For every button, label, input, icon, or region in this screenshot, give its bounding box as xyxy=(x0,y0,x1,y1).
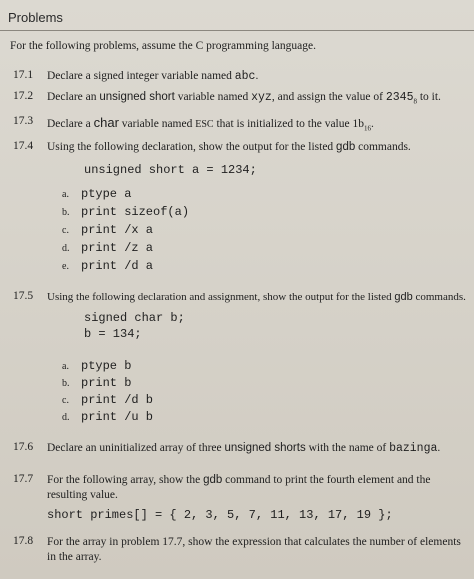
problem-number: 17.4 xyxy=(13,140,34,152)
gdb-command: print sizeof(a) xyxy=(81,205,190,219)
item-letter: d. xyxy=(62,243,70,254)
gdb-command: print /x a xyxy=(81,223,154,237)
problem-number: 17.7 xyxy=(13,473,34,485)
gdb-command: print b xyxy=(81,376,132,390)
gdb-command: ptype b xyxy=(81,359,132,373)
item-letter: a. xyxy=(62,189,69,200)
item-letter: d. xyxy=(62,412,70,423)
problem-17-7: For the following array, show the gdb command to print the fourth element and the resulting value. xyxy=(47,474,431,501)
problem-number: 17.8 xyxy=(13,535,34,547)
code-declaration: unsigned short a = 1234; xyxy=(84,163,257,177)
problem-number: 17.6 xyxy=(13,441,34,453)
item-letter: c. xyxy=(62,395,69,406)
code-array-declaration: short primes[] = { 2, 3, 5, 7, 11, 13, 17, 19 }; xyxy=(47,508,393,522)
problem-17-4: Using the following declaration, show the output for the listed gdb commands. xyxy=(47,141,411,153)
intro-text: For the following problems, assume the C programming language. xyxy=(10,40,316,52)
problem-17-1: Declare a signed integer variable named abc. xyxy=(47,70,259,83)
section-heading: Problems xyxy=(8,10,63,25)
problem-17-3: Declare a char variable named ESC that is initialized to the value $1b_{16}$. xyxy=(47,115,374,133)
item-letter: e. xyxy=(62,261,69,272)
problem-17-2: Declare an unsigned short variable named xyz, and assign the value of $2345_8$ to it. xyxy=(47,91,441,106)
item-letter: b. xyxy=(62,378,70,389)
heading-rule xyxy=(0,30,474,31)
problem-number: 17.3 xyxy=(13,115,34,127)
problem-17-8: For the array in problem 17.7, show the expression that calculates the number of elements in the array. xyxy=(47,536,461,563)
problem-17-5: Using the following declaration and assignment, show the output for the listed gdb commands. xyxy=(47,291,466,303)
gdb-command: print /u b xyxy=(81,410,154,424)
code-declaration: signed char b; xyxy=(84,311,185,325)
gdb-command: print /d a xyxy=(81,259,154,273)
item-letter: b. xyxy=(62,207,70,218)
gdb-command: print /d b xyxy=(81,393,154,407)
item-letter: c. xyxy=(62,225,69,236)
problem-17-6: Declare an uninitialized array of three unsigned shorts with the name of bazinga. xyxy=(47,442,441,455)
code-assignment: b = 134; xyxy=(84,327,142,341)
problem-number: 17.5 xyxy=(13,290,34,302)
problem-number: 17.1 xyxy=(13,69,34,81)
item-letter: a. xyxy=(62,361,69,372)
gdb-command: print /z a xyxy=(81,241,154,255)
gdb-command: ptype a xyxy=(81,187,132,201)
problem-number: 17.2 xyxy=(13,90,34,102)
